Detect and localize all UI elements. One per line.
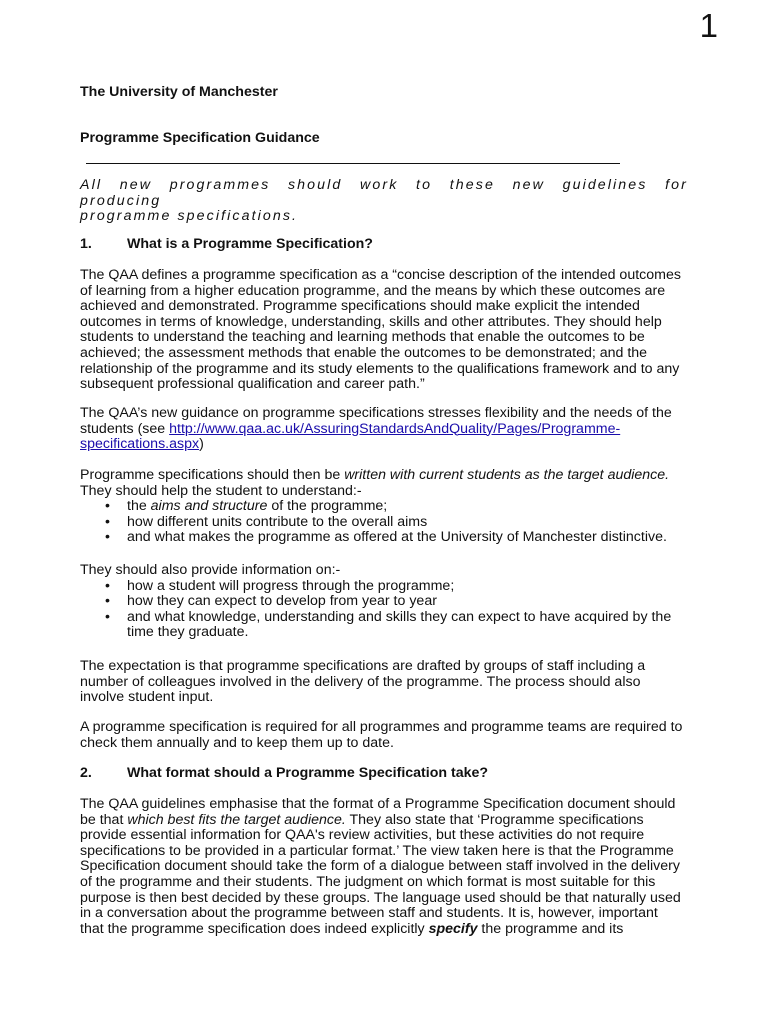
text-fragment: They also state that ‘Programme specifications <box>345 811 644 828</box>
text-line: Specification document should take the form of a dialogue between staff involved in the delivery <box>80 858 680 875</box>
document-title: Programme Specification Guidance <box>80 130 320 146</box>
emphasis-text: specify <box>428 920 478 937</box>
page-number: 1 <box>699 7 718 44</box>
bullet-item <box>80 515 700 531</box>
text-line: involve student input. <box>80 689 214 706</box>
bullet-icon: • <box>105 608 110 625</box>
intro-line: programme specifications. <box>80 208 299 225</box>
text-line: They should also provide information on:- <box>80 562 341 578</box>
text-line: number of colleagues involved in the delivery of the programme. The process should also <box>80 673 641 690</box>
text-line: The expectation is that programme specifications are drafted by groups of staff including a <box>80 658 646 674</box>
text-line: subsequent professional qualification and career path.” <box>80 376 425 393</box>
text-line: The QAA defines a programme specification as a “concise description of the intended outcomes <box>80 267 681 283</box>
section-number: 2. <box>80 765 92 781</box>
section-1-paragraph-6 <box>80 720 700 751</box>
text-line: purpose is then best decided by these groups. The language used should be that naturally used <box>80 889 681 906</box>
bullet-text: and what makes the programme as offered at the University of Manchester distinctive. <box>127 529 667 546</box>
text-fragment: the <box>127 498 151 515</box>
text-fragment: that the programme specification does indeed explicitly <box>80 920 429 937</box>
bullet-item <box>80 499 700 515</box>
bullet-item <box>80 610 700 641</box>
bullet-text: how different units contribute to the overall aims <box>127 513 428 530</box>
intro-note <box>80 178 688 225</box>
text-line: achieved and demonstrated. Programme specifications should make explicit the intended <box>80 298 640 315</box>
bullet-text: how they can expect to develop from year to year <box>127 593 437 610</box>
section-1-paragraph-3 <box>80 468 700 546</box>
bullet-icon: • <box>105 529 110 546</box>
bullet-item <box>80 579 700 595</box>
text-fragment: ) <box>199 436 204 453</box>
bullet-text: time they graduate. <box>127 624 249 641</box>
emphasis-text: aims and structure <box>150 498 268 515</box>
text-line: in a conversation about the programme between staff and students. It is, however, important <box>80 905 658 922</box>
bullet-icon: • <box>105 577 110 594</box>
text-line: specifications to be provided in a particular format.’ The view taken here is that the Programme <box>80 842 674 859</box>
section-1-paragraph-4 <box>80 563 700 641</box>
bullet-text: how a student will progress through the programme; <box>127 577 455 594</box>
emphasis-text: which best fits the target audience. <box>127 811 346 828</box>
emphasis-text: written with current students as the target audience. <box>344 467 670 483</box>
text-line: They should help the student to understand:- <box>80 482 362 499</box>
text-fragment: the programme and its <box>477 920 624 937</box>
title-divider <box>86 163 620 164</box>
bullet-item <box>80 594 700 610</box>
text-line: of learning from a higher education programme, and the means by which these outcomes are <box>80 282 666 299</box>
text-line: achieved; the assessment methods that enable the outcomes to be demonstrated; and the <box>80 344 648 361</box>
bullet-icon: • <box>105 593 110 610</box>
bullet-icon: • <box>105 498 110 515</box>
bullet-item <box>80 530 700 546</box>
section-title: What is a Programme Specification? <box>127 236 373 252</box>
text-line: relationship of the programme and its study elements to the qualifications framework and to any <box>80 360 680 377</box>
bullet-icon: • <box>105 513 110 530</box>
text-line: The QAA guidelines emphasise that the format of a Programme Specification document should <box>80 796 676 812</box>
text-line: outcomes in terms of knowledge, understanding, skills and other attributes. They should help <box>80 313 662 330</box>
text-line: A programme specification is required for all programmes and programme teams are required to <box>80 719 683 735</box>
section-1-paragraph-1 <box>80 268 700 393</box>
section-2-paragraph-1 <box>80 797 700 937</box>
text-fragment: students (see <box>80 420 170 437</box>
bullet-text: and what knowledge, understanding and skills they can expect to have acquired by the <box>127 608 672 625</box>
text-fragment: be that <box>80 811 128 828</box>
text-line: provide essential information for QAA's review activities, but these activities do not require <box>80 827 645 844</box>
institution-name: The University of Manchester <box>80 84 278 100</box>
section-1-paragraph-2 <box>80 406 700 453</box>
qaa-link[interactable]: http://www.qaa.ac.uk/AssuringStandardsAndQuality/Pages/Programme- <box>169 420 621 437</box>
text-line: students to understand the teaching and learning methods that enable the outcomes to be <box>80 329 645 346</box>
section-1-paragraph-5 <box>80 659 700 706</box>
intro-line: All new programmes should work to these new guidelines for producing <box>80 177 688 209</box>
section-title: What format should a Programme Specification take? <box>127 765 489 781</box>
text-line: of the programme and their students. The judgment on which format is most suitable for this <box>80 873 656 890</box>
section-number: 1. <box>80 236 92 252</box>
text-line: check them annually and to keep them up to date. <box>80 734 394 751</box>
text-line: The QAA’s new guidance on programme specifications stresses flexibility and the needs of the <box>80 405 672 421</box>
text-fragment: Programme specifications should then be <box>80 467 345 483</box>
qaa-link-continued[interactable]: specifications.aspx <box>80 436 200 453</box>
text-fragment: of the programme; <box>267 498 388 515</box>
